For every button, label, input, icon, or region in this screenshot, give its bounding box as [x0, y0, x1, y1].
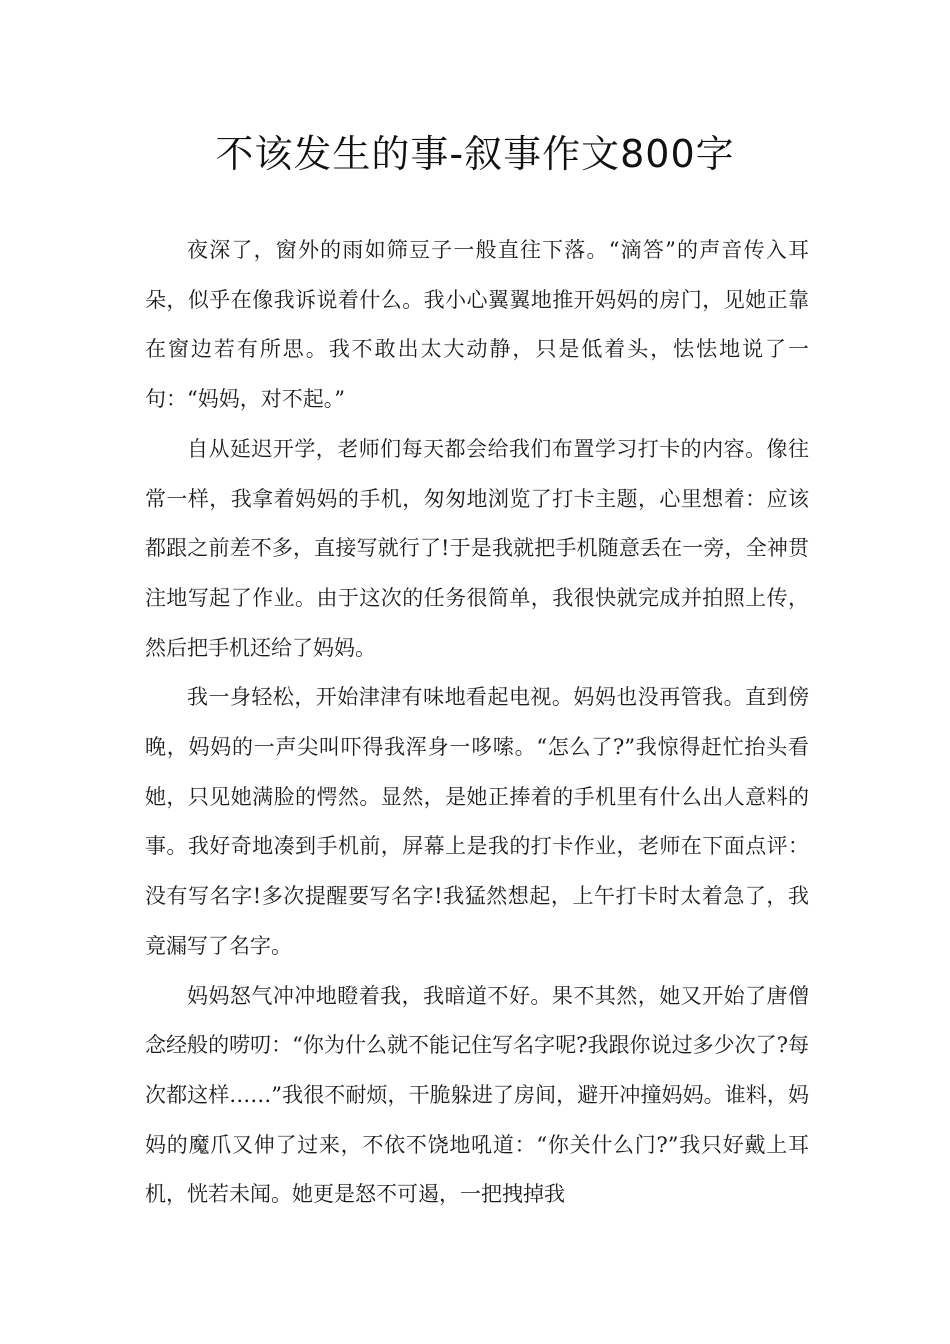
- paragraph: 我一身轻松，开始津津有味地看起电视。妈妈也没再管我。直到傍晚，妈妈的一声尖叫吓得我浑身一哆嗦。“怎么了?”我惊得赶忙抬头看她，只见她满脸的愕然。显然，是她正捧着的手机里有什么出人意料的事。我好奇地凑到手机前，屏幕上是我的打卡作业，老师在下面点评：没有写名字!多次提醒要写名字!我猛然想起，上午打卡时太着急了，我竟漏写了名字。: [145, 685, 809, 958]
- paragraph: 夜深了，窗外的雨如筛豆子一般直往下落。“滴答”的声音传入耳朵，似乎在像我诉说着什么。我小心翼翼地推开妈妈的房门，见她正靠在窗边若有所思。我不敢出太大动静，只是低着头，怯怯地说了一句：“妈妈，对不起。”: [145, 238, 809, 412]
- document-body: [145, 226, 809, 1220]
- document-title: 不该发生的事-叙事作文800字: [215, 132, 735, 176]
- paragraph: 妈妈怒气冲冲地瞪着我，我暗道不好。果不其然，她又开始了唐僧念经般的唠叨：“你为什么就不能记住写名字呢?我跟你说过多少次了?每次都这样……”我很不耐烦，干脆躲进了房间，避开冲撞妈妈。谁料，妈妈的魔爪又伸了过来，不依不饶地吼道：“你关什么门?”我只好戴上耳机，恍若未闻。她更是怒不可遏，一把拽掉我: [145, 983, 809, 1207]
- paragraph: 自从延迟开学，老师们每天都会给我们布置学习打卡的内容。像往常一样，我拿着妈妈的手机，匆匆地浏览了打卡主题，心里想着：应该都跟之前差不多，直接写就行了!于是我就把手机随意丢在一旁，全神贯注地写起了作业。由于这次的任务很简单，我很快就完成并拍照上传，然后把手机还给了妈妈。: [145, 436, 809, 660]
